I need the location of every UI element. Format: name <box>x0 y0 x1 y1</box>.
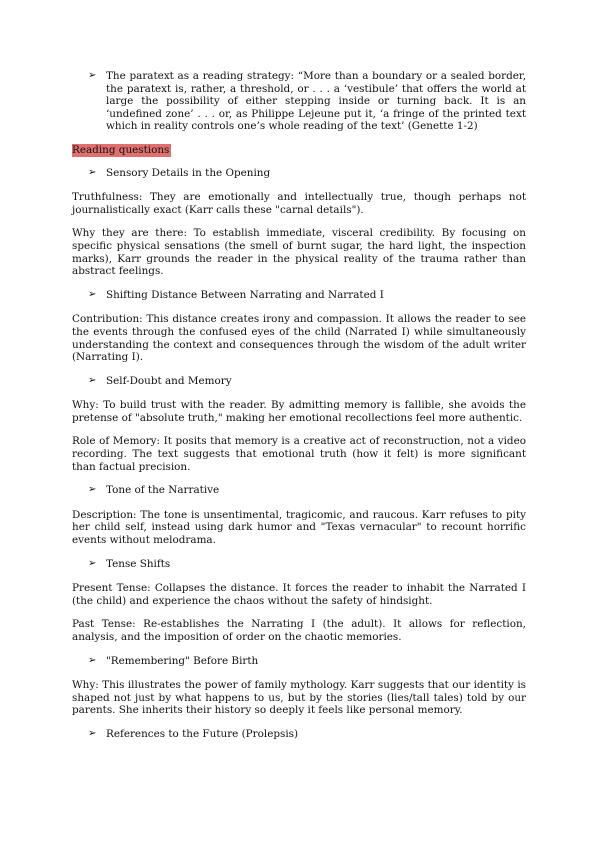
section-heading <box>88 484 526 497</box>
section-heading-text: Self-Doubt and Memory <box>106 374 232 387</box>
section-heading <box>88 289 526 302</box>
section-heading-text: Sensory Details in the Opening <box>106 166 271 179</box>
section-heading-text: Shifting Distance Between Narrating and Narrated I <box>106 288 384 301</box>
section-heading-text: References to the Future (Prolepsis) <box>106 727 299 740</box>
section-heading-text: "Remembering" Before Birth <box>106 654 259 667</box>
paragraph: Present Tense: Collapses the distance. It forces the reader to inhabit the Narrated I (the child) and experience the chaos without the safety of hindsight. <box>72 582 526 607</box>
arrow-bullet-icon: ➢ <box>88 727 97 739</box>
reading-questions-heading <box>72 144 526 157</box>
section-heading <box>88 375 526 388</box>
paragraph: Truthfulness: They are emotionally and intellectually true, though perhaps not journalistically exact (Karr calls these "carnal details"). <box>72 191 526 216</box>
section-heading <box>88 558 526 571</box>
arrow-bullet-icon: ➢ <box>88 557 97 569</box>
paragraph: Contribution: This distance creates irony and compassion. It allows the reader to see the events through the confused eyes of the child (Narrated I) while simultaneously understanding the context and consequences through the wisdom of the adult writer (Narrating I). <box>72 313 526 364</box>
arrow-bullet-icon: ➢ <box>88 70 97 81</box>
section-heading-text: Tense Shifts <box>106 557 171 570</box>
intro-bullet-text: The paratext as a reading strategy: “More than a boundary or a sealed border, the paratext is, rather, a threshold, or . . . a ‘vestibule’ that offers the world at large the possibility of either stepping inside or turning back. It is an ‘undefined zone’ . . . or, as Philippe Lejeune put it, ‘a fringe of the printed text which in reality controls one’s whole reading of the text’ (Genette 1-2) <box>106 70 526 133</box>
arrow-bullet-icon: ➢ <box>88 374 97 386</box>
paragraph: Past Tense: Re-establishes the Narrating I (the adult). It allows for reflection, analysis, and the imposition of order on the chaotic memories. <box>72 618 526 643</box>
arrow-bullet-icon: ➢ <box>88 288 97 300</box>
intro-bullet <box>88 70 526 133</box>
arrow-bullet-icon: ➢ <box>88 484 97 496</box>
paragraph: Why: To build trust with the reader. By admitting memory is fallible, she avoids the pretense of "absolute truth," making her emotional recollections feel more authentic. <box>72 399 526 424</box>
reading-questions-label: Reading questions <box>72 143 170 156</box>
section-heading <box>88 728 526 741</box>
paragraph: Why: This illustrates the power of family mythology. Karr suggests that our identity is shaped not just by what happens to us, but by the stories (lies/tall tales) told by our parents. She inherits their history so deeply it feels like personal memory. <box>72 679 526 717</box>
arrow-bullet-icon: ➢ <box>88 654 97 666</box>
paragraph: Description: The tone is unsentimental, tragicomic, and raucous. Karr refuses to pity her child self, instead using dark humor and "Texas vernacular" to recount horrific events without melodrama. <box>72 508 526 547</box>
section-heading <box>88 655 526 668</box>
section-heading <box>88 167 526 180</box>
paragraph: Why they are there: To establish immediate, visceral credibility. By focusing on specific physical sensations (the smell of burnt sugar, the hard light, the inspection marks), Karr grounds the reader in the physical reality of the trauma rather than abstract feelings. <box>72 227 526 278</box>
paragraph: Role of Memory: It posits that memory is a creative act of reconstruction, not a video recording. The text suggests that emotional truth (how it felt) is more significant than factual precision. <box>72 435 526 473</box>
arrow-bullet-icon: ➢ <box>88 166 97 178</box>
section-heading-text: Tone of the Narrative <box>106 484 220 497</box>
